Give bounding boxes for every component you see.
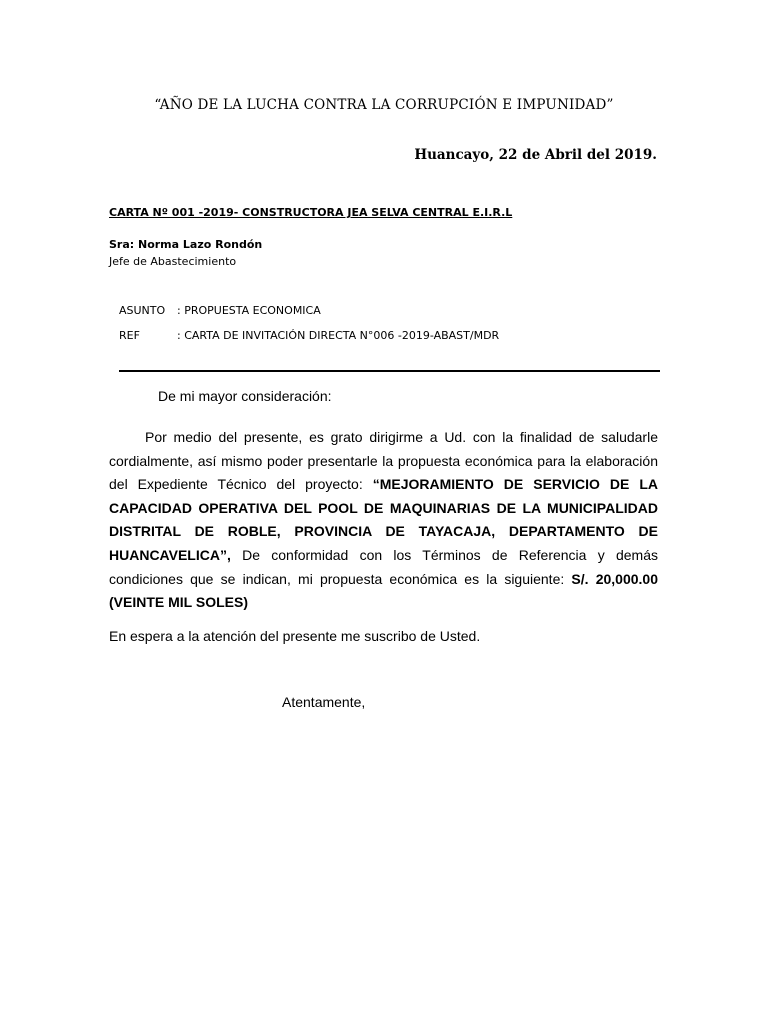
greeting: De mi mayor consideración:: [158, 388, 332, 404]
letter-reference-number: CARTA Nº 001 -2019- CONSTRUCTORA JEA SELVA CENTRAL E.I.R.L: [109, 206, 513, 219]
year-motto: “AÑO DE LA LUCHA CONTRA LA CORRUPCIÓN E IMPUNIDAD”: [154, 97, 614, 113]
recipient-title: Jefe de Abastecimiento: [109, 255, 237, 268]
recipient-name: Sra: Norma Lazo Rondón: [109, 238, 263, 251]
proposal-amount: S/. 20,000.00 (VEINTE MIL SOLES): [109, 570, 658, 611]
subject-value: : PROPUESTA ECONOMICA: [177, 304, 321, 317]
closing-line: En espera a la atención del presente me suscribo de Usted.: [109, 628, 481, 644]
subject-label: ASUNTO: [119, 304, 166, 317]
body-intro: Por medio del presente, es grato dirigirme a Ud. con la finalidad de saludarle cordialmente, así mismo poder presentarle la propuesta económica para la elaboración del Expediente Técnico del proyecto:: [109, 429, 658, 493]
body-middle: De conformidad con los Términos de Referencia y demás condiciones que se indican, mi propuesta económica es la siguiente:: [109, 546, 658, 587]
project-name: “MEJORAMIENTO DE SERVICIO DE LA CAPACIDAD OPERATIVA DEL POOL DE MAQUINARIAS DE LA MUNICIPALIDAD DISTRITAL DE ROBLE, PROVINCIA DE TAYACAJA, DEPARTAMENTO DE HUANCAVELICA”,: [109, 476, 658, 563]
subject-row: [119, 304, 321, 317]
reference-row: [119, 329, 499, 342]
letter-date: Huancayo, 22 de Abril del 2019.: [414, 147, 657, 163]
body-paragraph: [109, 426, 658, 615]
reference-label: REF: [119, 329, 140, 342]
signoff: Atentamente,: [282, 694, 366, 710]
reference-value: : CARTA DE INVITACIÓN DIRECTA N°006 -2019-ABAST/MDR: [177, 329, 500, 342]
header-divider: [119, 370, 660, 372]
